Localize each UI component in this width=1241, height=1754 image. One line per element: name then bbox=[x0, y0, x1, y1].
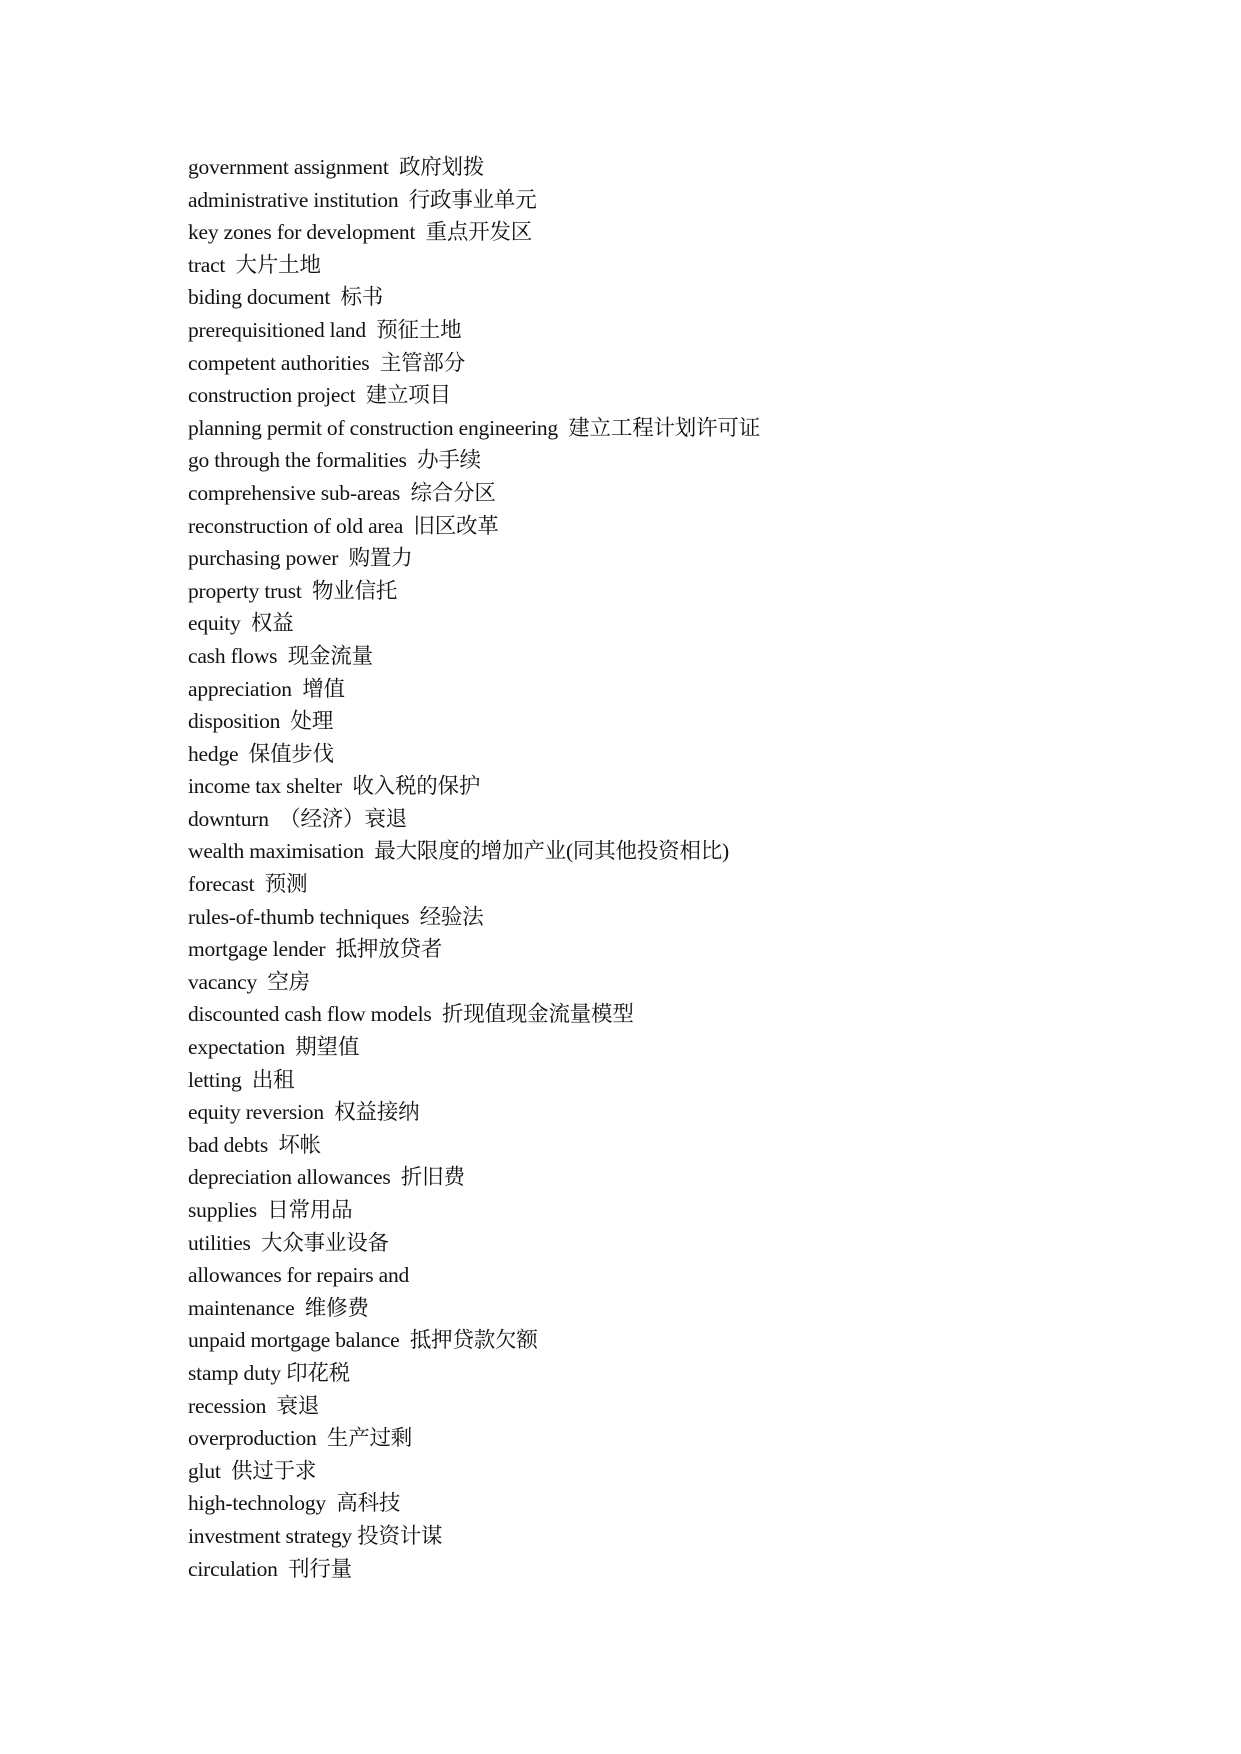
glossary-entry: maintenance 维修费 bbox=[188, 1295, 369, 1320]
glossary-entry: depreciation allowances 折旧费 bbox=[188, 1165, 465, 1190]
glossary-entry: glut 供过于求 bbox=[188, 1458, 317, 1483]
glossary-entry: downturn （经济）衰退 bbox=[188, 806, 407, 831]
glossary-entry: stamp duty 印花税 bbox=[188, 1360, 351, 1385]
glossary-entry: property trust 物业信托 bbox=[188, 578, 398, 603]
glossary-entry: administrative institution 行政事业单元 bbox=[188, 187, 537, 212]
glossary-entry: recession 衰退 bbox=[188, 1393, 320, 1418]
glossary-entry: rules-of-thumb techniques 经验法 bbox=[188, 904, 484, 929]
glossary-entry: competent authorities 主管部分 bbox=[188, 350, 466, 375]
glossary-list bbox=[188, 151, 760, 1585]
glossary-entry: prerequisitioned land 预征土地 bbox=[188, 317, 462, 342]
glossary-entry: mortgage lender 抵押放贷者 bbox=[188, 937, 443, 962]
glossary-entry: tract 大片土地 bbox=[188, 252, 321, 277]
glossary-entry: comprehensive sub-areas 综合分区 bbox=[188, 480, 496, 505]
glossary-entry: construction project 建立项目 bbox=[188, 383, 451, 408]
glossary-entry: circulation 刊行量 bbox=[188, 1556, 352, 1581]
glossary-entry: wealth maximisation 最大限度的增加产业(同其他投资相比) bbox=[188, 839, 729, 864]
glossary-entry: overproduction 生产过剩 bbox=[188, 1426, 413, 1451]
glossary-entry: equity 权益 bbox=[188, 611, 294, 636]
glossary-entry: investment strategy 投资计谋 bbox=[188, 1523, 443, 1548]
glossary-entry: government assignment 政府划拨 bbox=[188, 155, 485, 179]
glossary-entry: unpaid mortgage balance 抵押贷款欠额 bbox=[188, 1328, 538, 1353]
glossary-entry: expectation 期望值 bbox=[188, 1035, 360, 1060]
glossary-entry: planning permit of construction engineering 建立工程计划许可证 bbox=[188, 415, 760, 440]
glossary-entry: disposition 处理 bbox=[188, 709, 334, 734]
glossary-entry: allowances for repairs and bbox=[188, 1263, 410, 1288]
glossary-entry: appreciation 增值 bbox=[188, 676, 345, 701]
glossary-entry: biding document 标书 bbox=[188, 285, 384, 310]
glossary-entry: forecast 预测 bbox=[188, 872, 308, 897]
glossary-entry: go through the formalities 办手续 bbox=[188, 448, 481, 473]
glossary-entry: cash flows 现金流量 bbox=[188, 643, 373, 668]
glossary-entry: reconstruction of old area 旧区改革 bbox=[188, 513, 499, 538]
glossary-entry: income tax shelter 收入税的保护 bbox=[188, 774, 481, 799]
glossary-entry: bad debts 坏帐 bbox=[188, 1132, 321, 1157]
glossary-entry: letting 出租 bbox=[188, 1067, 295, 1092]
glossary-entry: high-technology 高科技 bbox=[188, 1491, 401, 1516]
glossary-entry: purchasing power 购置力 bbox=[188, 546, 413, 571]
glossary-entry: hedge 保值步伐 bbox=[188, 741, 334, 766]
glossary-entry: key zones for development 重点开发区 bbox=[188, 220, 533, 245]
glossary-entry: utilities 大众事业设备 bbox=[188, 1230, 389, 1255]
glossary-entry: discounted cash flow models 折现值现金流量模型 bbox=[188, 1002, 634, 1027]
glossary-entry: vacancy 空房 bbox=[188, 969, 310, 994]
glossary-entry: supplies 日常用品 bbox=[188, 1198, 353, 1222]
glossary-entry: equity reversion 权益接纳 bbox=[188, 1100, 420, 1125]
